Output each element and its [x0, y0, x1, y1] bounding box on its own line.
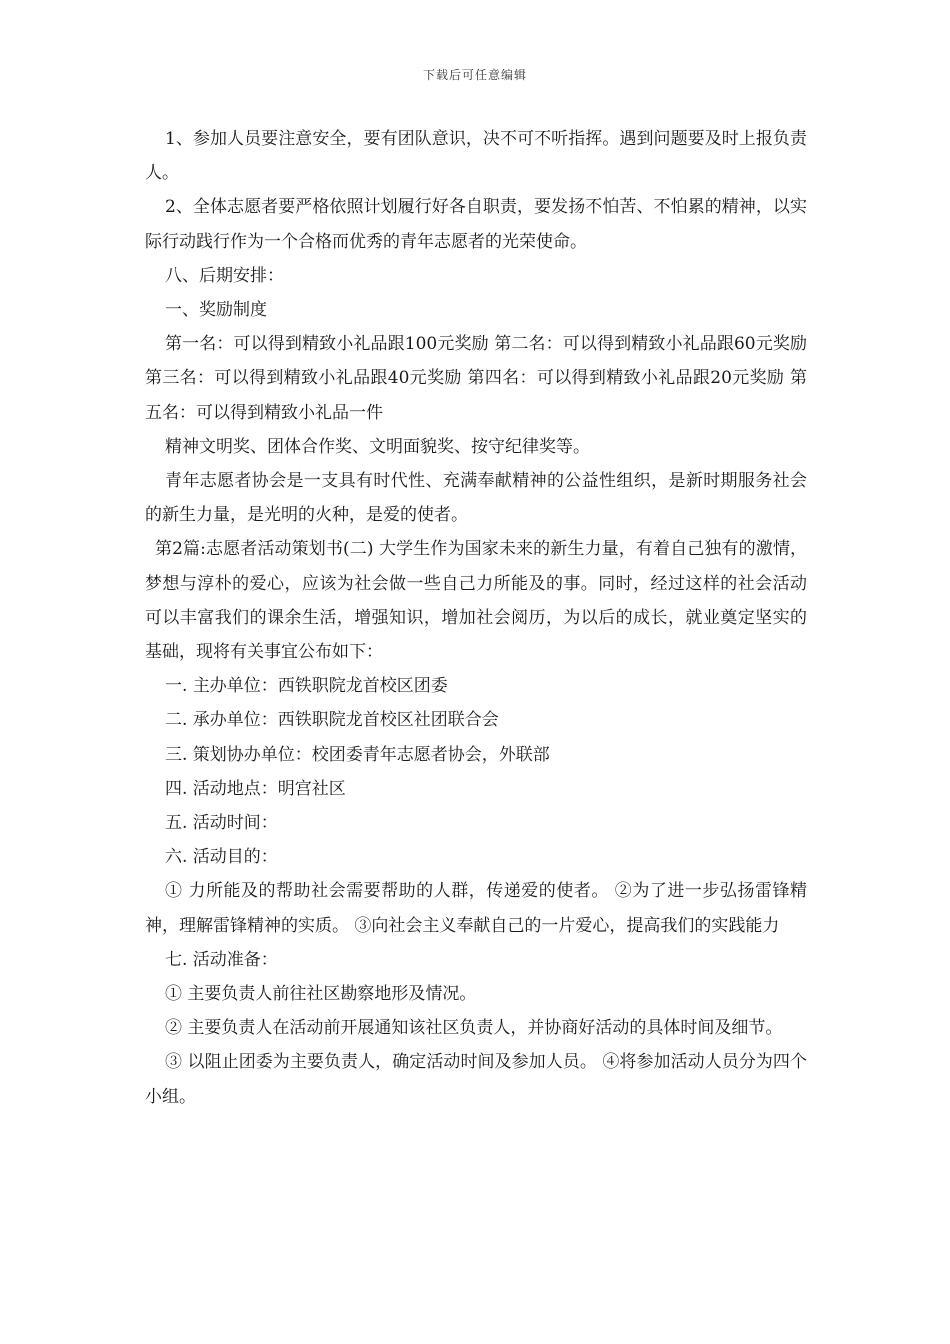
- list-item: 二. 承办单位：西铁职院龙首校区社团联合会: [165, 710, 499, 731]
- paragraph: ① 力所能及的帮助社会需要帮助的人群，传递爱的使者。 ②为了进一步弘扬雷锋精神，理解雷锋精神的实质。 ③向社会主义奉献自己的一片爱心，提高我们的实践能力: [145, 881, 807, 936]
- paragraph: 2、全体志愿者要严格依照计划履行好各自职责，要发扬不怕苦、不怕累的精神，以实际行动践行作为一个合格而优秀的青年志愿者的光荣使命。: [145, 197, 807, 252]
- paragraph: 精神文明奖、团体合作奖、文明面貌奖、按守纪律奖等。: [165, 436, 590, 457]
- section-heading: 八、后期安排：: [165, 265, 284, 286]
- paragraph: 青年志愿者协会是一支具有时代性、充满奉献精神的公益性组织，是新时期服务社会的新生力量，是光明的火种，是爱的使者。: [145, 471, 807, 526]
- page-header: 下载后可任意编辑: [422, 68, 527, 82]
- list-item: 四. 活动地点：明宫社区: [165, 778, 346, 799]
- paragraph: 第2篇:志愿者活动策划书(二) 大学生作为国家未来的新生力量，有着自己独有的激情，梦想与淳朴的爱心，应该为社会做一些自己力所能及的事。同时，经过这样的社会活动可以丰富我们的课余生活，增强知识，增加社会阅历，为以后的成长，就业奠定坚实的基础，现将有关事宜公布如下：: [145, 539, 807, 663]
- document-body: [145, 122, 807, 1114]
- paragraph: 第一名：可以得到精致小礼品跟100元奖励 第二名：可以得到精致小礼品跟60元奖励 第三名：可以得到精致小礼品跟40元奖励 第四名：可以得到精致小礼品跟20元奖励 第五名：可以得到精致小礼品一件: [145, 334, 807, 423]
- list-item: 七. 活动准备：: [165, 949, 278, 970]
- list-item: 三. 策划协办单位：校团委青年志愿者协会，外联部: [165, 744, 550, 765]
- paragraph: ② 主要负责人在活动前开展通知该社区负责人，并协商好活动的具体时间及细节。: [165, 1018, 783, 1039]
- section-heading: 一、奖励制度: [165, 300, 267, 321]
- list-item: 六. 活动目的：: [165, 847, 278, 868]
- list-item: 五. 活动时间：: [165, 813, 278, 834]
- paragraph: 1、参加人员要注意安全，要有团队意识，决不可不听指挥。遇到问题要及时上报负责人。: [145, 129, 807, 184]
- paragraph: ① 主要负责人前往社区勘察地形及情况。: [165, 984, 477, 1005]
- paragraph: ③ 以阻止团委为主要负责人，确定活动时间及参加人员。 ④将参加活动人员分为四个小组。: [145, 1052, 807, 1107]
- list-item: 一. 主办单位：西铁职院龙首校区团委: [165, 676, 448, 697]
